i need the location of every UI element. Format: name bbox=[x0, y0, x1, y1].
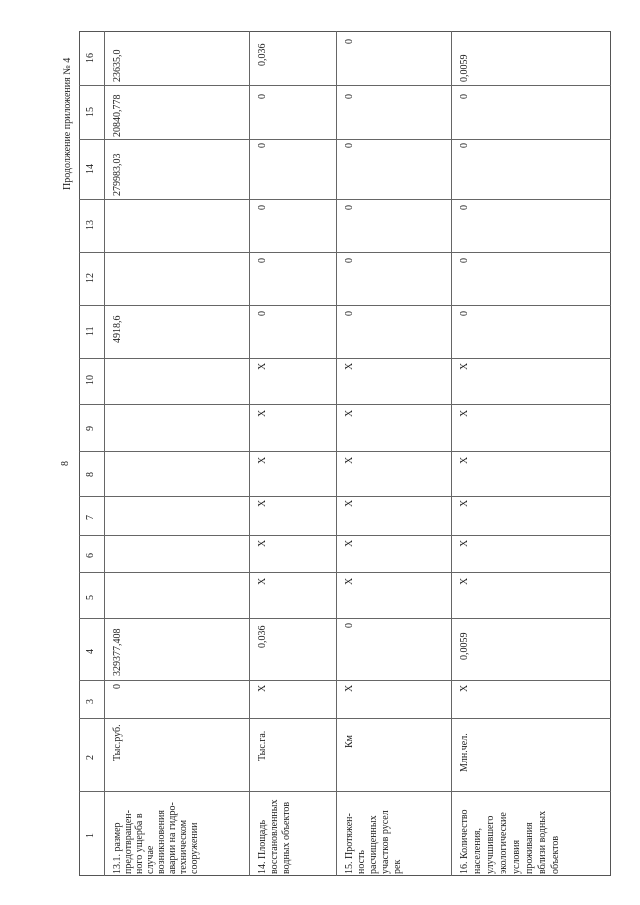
cell-c5: Х bbox=[257, 577, 268, 585]
column-number: 10 bbox=[85, 375, 96, 385]
row-divider bbox=[104, 31, 105, 876]
cell-unit: Млн.чел. bbox=[459, 733, 470, 772]
column-divider bbox=[79, 139, 611, 140]
cell-c9: Х bbox=[344, 409, 355, 417]
cell-c7: Х bbox=[459, 499, 470, 507]
indicator-line: 15. Протяжен- bbox=[344, 813, 355, 874]
column-divider bbox=[79, 305, 611, 306]
column-divider bbox=[79, 199, 611, 200]
indicator-line: аварии на гидро- bbox=[167, 802, 178, 874]
cell-c10: Х bbox=[344, 362, 355, 370]
row-divider bbox=[451, 31, 452, 876]
indicator-line: водных объектов bbox=[281, 801, 292, 874]
cell-unit: Км bbox=[344, 735, 355, 748]
cell-c4: 329377,408 bbox=[112, 628, 123, 676]
column-number: 8 bbox=[85, 472, 96, 477]
column-number: 11 bbox=[85, 326, 96, 336]
indicators-table bbox=[79, 31, 611, 876]
cell-c13: 0 bbox=[344, 205, 355, 210]
column-number: 4 bbox=[85, 649, 96, 654]
indicator-line: улучшившего bbox=[485, 815, 496, 874]
indicator-line: ного ущерба в bbox=[134, 813, 145, 874]
cell-c13: 0 bbox=[459, 205, 470, 210]
column-number: 14 bbox=[85, 164, 96, 174]
cell-c3: Х bbox=[459, 684, 470, 692]
cell-c11: 0 bbox=[459, 311, 470, 316]
indicator-line: 16. Количество bbox=[459, 809, 470, 874]
cell-c16: 23635,0 bbox=[112, 49, 123, 82]
cell-c6: Х bbox=[459, 539, 470, 547]
indicator-line: условия bbox=[511, 839, 522, 874]
cell-c13: 0 bbox=[257, 205, 268, 210]
cell-c10: Х bbox=[459, 362, 470, 370]
cell-c9: Х bbox=[257, 409, 268, 417]
column-number: 13 bbox=[85, 220, 96, 230]
indicator-line: случае bbox=[145, 845, 156, 874]
column-divider bbox=[79, 718, 611, 719]
cell-c4: 0 bbox=[344, 623, 355, 628]
column-number: 1 bbox=[85, 833, 96, 838]
cell-c15: 0 bbox=[257, 94, 268, 99]
indicator-line: участков русел bbox=[380, 810, 391, 874]
column-divider bbox=[79, 252, 611, 253]
column-divider bbox=[79, 572, 611, 573]
cell-c11: 4918,6 bbox=[112, 315, 123, 343]
indicator-line: вблизи водных bbox=[537, 810, 548, 874]
cell-c15: 20840,778 bbox=[112, 94, 123, 137]
cell-unit: Тыс.га. bbox=[257, 730, 268, 761]
column-number: 5 bbox=[85, 595, 96, 600]
column-divider bbox=[79, 358, 611, 359]
cell-c8: Х bbox=[344, 456, 355, 464]
cell-c4: 0,036 bbox=[257, 625, 268, 648]
indicator-line: экологические bbox=[498, 812, 509, 874]
indicator-line: предотвращен- bbox=[123, 810, 134, 874]
cell-c6: Х bbox=[257, 539, 268, 547]
cell-c3: 0 bbox=[112, 684, 123, 689]
cell-c14: 0 bbox=[344, 143, 355, 148]
indicator-line: объектов bbox=[550, 835, 561, 874]
appendix-note: Продолжение приложения № 4 bbox=[62, 57, 73, 190]
indicator-line: сооружении bbox=[189, 822, 200, 874]
column-number: 7 bbox=[85, 515, 96, 520]
column-divider bbox=[79, 680, 611, 681]
cell-c16: 0 bbox=[344, 39, 355, 44]
cell-c14: 0 bbox=[257, 143, 268, 148]
cell-c14: 0 bbox=[459, 143, 470, 148]
indicator-line: расчищенных bbox=[368, 815, 379, 874]
column-number: 3 bbox=[85, 699, 96, 704]
column-divider bbox=[79, 496, 611, 497]
cell-c7: Х bbox=[257, 499, 268, 507]
cell-c12: 0 bbox=[459, 258, 470, 263]
cell-c4: 0,0059 bbox=[459, 632, 470, 660]
cell-c3: Х bbox=[344, 684, 355, 692]
indicator-line: 13.1. размер bbox=[112, 822, 123, 874]
column-number: 15 bbox=[85, 107, 96, 117]
indicator-line: ность bbox=[356, 850, 367, 874]
indicator-line: проживания bbox=[524, 822, 535, 874]
cell-c3: Х bbox=[257, 684, 268, 692]
row-divider bbox=[249, 31, 250, 876]
cell-c11: 0 bbox=[257, 311, 268, 316]
indicator-line: восстановленных bbox=[269, 799, 280, 874]
column-number: 2 bbox=[85, 755, 96, 760]
row-divider bbox=[336, 31, 337, 876]
cell-c5: Х bbox=[459, 577, 470, 585]
cell-unit: Тыс.руб. bbox=[112, 724, 123, 761]
cell-c12: 0 bbox=[257, 258, 268, 263]
column-number: 16 bbox=[85, 53, 96, 63]
column-number: 12 bbox=[85, 273, 96, 283]
indicator-line: населения, bbox=[472, 827, 483, 874]
cell-c14: 279983,03 bbox=[112, 153, 123, 196]
cell-c9: Х bbox=[459, 409, 470, 417]
cell-c16: 0,036 bbox=[257, 43, 268, 66]
cell-c11: 0 bbox=[344, 311, 355, 316]
cell-c5: Х bbox=[344, 577, 355, 585]
indicator-line: техническом bbox=[178, 819, 189, 874]
cell-c8: Х bbox=[257, 456, 268, 464]
column-divider bbox=[79, 85, 611, 86]
cell-c10: Х bbox=[257, 362, 268, 370]
indicator-line: 14. Площадь bbox=[257, 820, 268, 874]
column-divider bbox=[79, 451, 611, 452]
column-number: 9 bbox=[85, 426, 96, 431]
indicator-line: рек bbox=[392, 859, 403, 874]
page-number: 8 bbox=[60, 461, 71, 466]
cell-c15: 0 bbox=[344, 94, 355, 99]
column-number: 6 bbox=[85, 553, 96, 558]
column-divider bbox=[79, 618, 611, 619]
cell-c7: Х bbox=[344, 499, 355, 507]
column-divider bbox=[79, 791, 611, 792]
column-divider bbox=[79, 535, 611, 536]
indicator-line: возникновения bbox=[156, 810, 167, 874]
cell-c6: Х bbox=[344, 539, 355, 547]
cell-c8: Х bbox=[459, 456, 470, 464]
cell-c16: 0,0059 bbox=[459, 54, 470, 82]
cell-c12: 0 bbox=[344, 258, 355, 263]
column-divider bbox=[79, 404, 611, 405]
cell-c15: 0 bbox=[459, 94, 470, 99]
